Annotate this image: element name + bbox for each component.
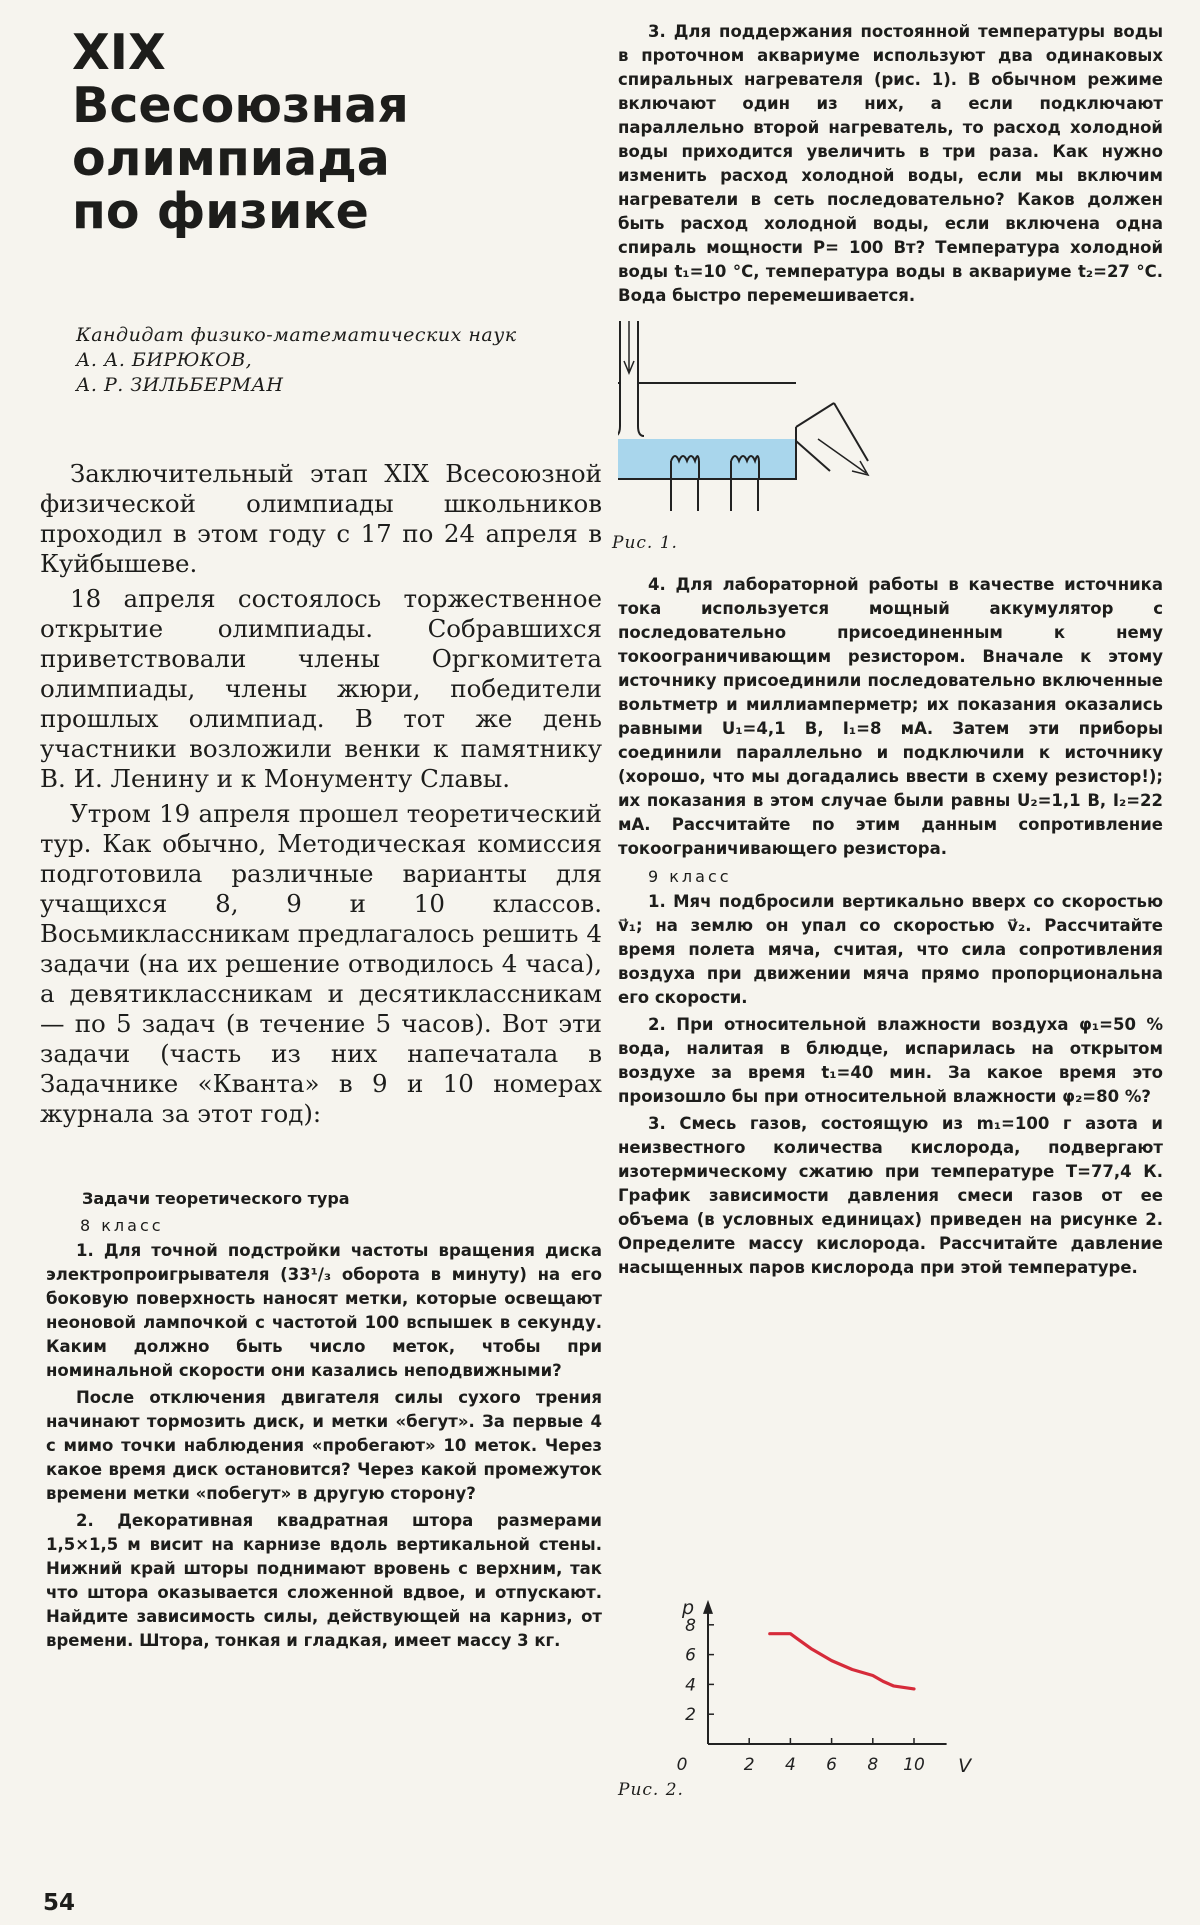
- water: [618, 439, 796, 479]
- x-tick-label: 10: [903, 1755, 925, 1775]
- grade-8-problems-left: [40, 1239, 602, 1653]
- x-tick-label: 8: [867, 1755, 879, 1775]
- grade-8-problem-4-block: [618, 573, 1163, 861]
- intro-paragraph-1: Заключительный этап XIX Всесоюзной физической олимпиады школьников проходил в этом году с 17 по 24 апреля в Куйбышеве.: [40, 459, 602, 578]
- x-tick-label: 6: [826, 1755, 838, 1775]
- author-degree: Кандидат физико-математических наук: [76, 324, 517, 346]
- inlet-pipe: [618, 321, 644, 436]
- problem-8-1a: 1. Для точной подстройки частоты вращения диска электропроигрывателя (33¹/₃ оборота в минуту) на его боковую поверхность наносят метки, которые освещают неоновой лампочкой с частотой 100 вспышек в секунду. Каким должно быть число меток, чтобы при номинальной скорости они казались неподвижными?: [46, 1241, 602, 1380]
- x-tick-label: 0: [676, 1755, 688, 1775]
- author-2: А. Р. ЗИЛЬБЕРМАН: [76, 374, 284, 396]
- grade-9-heading: 9 класс: [648, 867, 732, 886]
- problem-8-3: 3. Для поддержания постоянной температуры воды в проточном аквариуме используют два одинаковых спиральных нагревателя (рис. 1). В обычном режиме включают один из них, а если подключают параллельно второй нагреватель, то расход холодной воды приходится увеличить в три раза. Как нужно изменить расход холодной воды, если мы включим нагреватели в сеть последовательно? Каков должен быть расход холодной воды, если включена одна спираль мощности P= 100 Вт? Температура холодной воды t₁=10 °С, температура воды в аквариуме t₂=27 °С. Вода быстро перемешивается.: [618, 22, 1163, 305]
- grade-8-heading: 8 класс: [80, 1216, 164, 1235]
- problem-9-2: 2. При относительной влажности воздуха φ₁=50 % вода, налитая в блюдце, испарилась на открытом воздухе за время t₁=40 мин. За какое время это произошло бы при относительной влажности φ₂=80 %?: [618, 1015, 1163, 1106]
- author-1: А. А. БИРЮКОВ,: [76, 349, 253, 371]
- outlet-pipe: [796, 403, 868, 471]
- figure-1: [612, 311, 1163, 561]
- title-line-1: XIX: [72, 24, 166, 81]
- figure-2-caption: Рис. 2.: [618, 1780, 684, 1800]
- title-line-4: по физике: [72, 183, 369, 240]
- problem-8-2: 2. Декоративная квадратная штора размерами 1,5×1,5 м висит на карнизе вдоль вертикальной стены. Нижний край шторы поднимают вровень с верхним, так что штора оказывается сложенной вдвое, и отпускают. Найдите зависимость силы, действующей на карниз, от времени. Штора, тонкая и гладкая, имеет массу 3 кг.: [46, 1511, 602, 1650]
- intro-text: [40, 459, 602, 1129]
- authors: [76, 323, 602, 398]
- x-tick-label: 2: [743, 1755, 755, 1775]
- problem-8-1b: После отключения двигателя силы сухого трения начинают тормозить диск, и метки «бегут». За первые 4 с мимо точки наблюдения «пробегают» 10 меток. Через какое время диск остановится? Через какой промежуток времени метки «побегут» в другую сторону?: [46, 1388, 602, 1503]
- inlet-arrow-icon: [624, 321, 634, 373]
- intro-paragraph-3: Утром 19 апреля прошел теоретический тур. Как обычно, Методическая комиссия подготовила различные варианты для учащихся 8, 9 и 10 классов. Восьмиклассникам предлагалось решить 4 задачи (на их решение отводилось 4 часа), а девятиклассникам и десятиклассникам — по 5 задач (в течение 5 часов). Вот эти задачи (часть из них напечатала в Задачнике «Кванта» в 9 и 10 номерах журнала за этот год):: [40, 799, 602, 1128]
- pressure-volume-chart: [618, 1550, 1038, 1780]
- left-column: [40, 20, 602, 1656]
- problem-9-1: 1. Мяч подбросили вертикально вверх со скоростью v⃗₁; на землю он упал со скоростью v⃗₂. Рассчитайте время полета мяча, считая, что сила сопротивления воздуха при движении мяча прямо пропорциональна его скорости.: [618, 892, 1163, 1007]
- series-line-0: [770, 1634, 914, 1689]
- y-tick-label: 2: [685, 1705, 696, 1726]
- right-column: [612, 20, 1163, 1283]
- figure-1-caption: Рис. 1.: [612, 533, 678, 553]
- figure-2: [618, 1550, 1038, 1810]
- y-tick-label: 8: [685, 1615, 696, 1636]
- grade-8-problems-right: [618, 20, 1163, 308]
- page-number: 54: [43, 1890, 76, 1916]
- outlet-arrow-icon: [818, 439, 868, 475]
- title-line-3: олимпиада: [72, 130, 390, 187]
- y-axis-label: p: [681, 1596, 695, 1619]
- grade-9-problems: [618, 890, 1163, 1280]
- x-tick-label: 4: [784, 1755, 796, 1775]
- section-heading: Задачи теоретического тура: [82, 1189, 350, 1208]
- y-tick-label: 6: [685, 1645, 696, 1666]
- x-axis-label: V: [958, 1755, 972, 1777]
- y-axis-arrow-icon: [703, 1600, 713, 1614]
- aquarium-diagram: [618, 311, 1163, 561]
- title-line-2: Всесоюзная: [72, 77, 409, 134]
- problem-9-3: 3. Смесь газов, состоящую из m₁=100 г азота и неизвестного количества кислорода, подвергают изотермическому сжатию при температуре T=77,4 К. График зависимости давления смеси газов от ее объема (в условных единицах) приведен на рисунке 2. Определите массу кислорода. Рассчитайте давление насыщенных паров кислорода при этой температуре.: [618, 1114, 1163, 1277]
- problem-8-4: 4. Для лабораторной работы в качестве источника тока используется мощный аккумулятор с последовательно присоединенным к нему токоограничивающим резистором. Вначале к этому источнику присоединили последовательно включенные вольтметр и миллиамперметр; их показания оказались равными U₁=4,1 В, I₁=8 мА. Затем эти приборы соединили параллельно и подключили к источнику (хорошо, что мы догадались ввести в схему резистор!); их показания в этом случае были равны U₂=1,1 В, I₂=22 мА. Рассчитайте по этим данным сопротивление токоограничивающего резистора.: [618, 575, 1163, 858]
- article-title: [72, 26, 602, 238]
- intro-paragraph-2: 18 апреля состоялось торжественное открытие олимпиады. Собравшихся приветствовали члены Оргкомитета олимпиады, члены жюри, победители прошлых олимпиад. В тот же день участники возложили венки к памятнику В. И. Ленину и к Монументу Славы.: [40, 584, 602, 793]
- y-tick-label: 4: [685, 1675, 696, 1696]
